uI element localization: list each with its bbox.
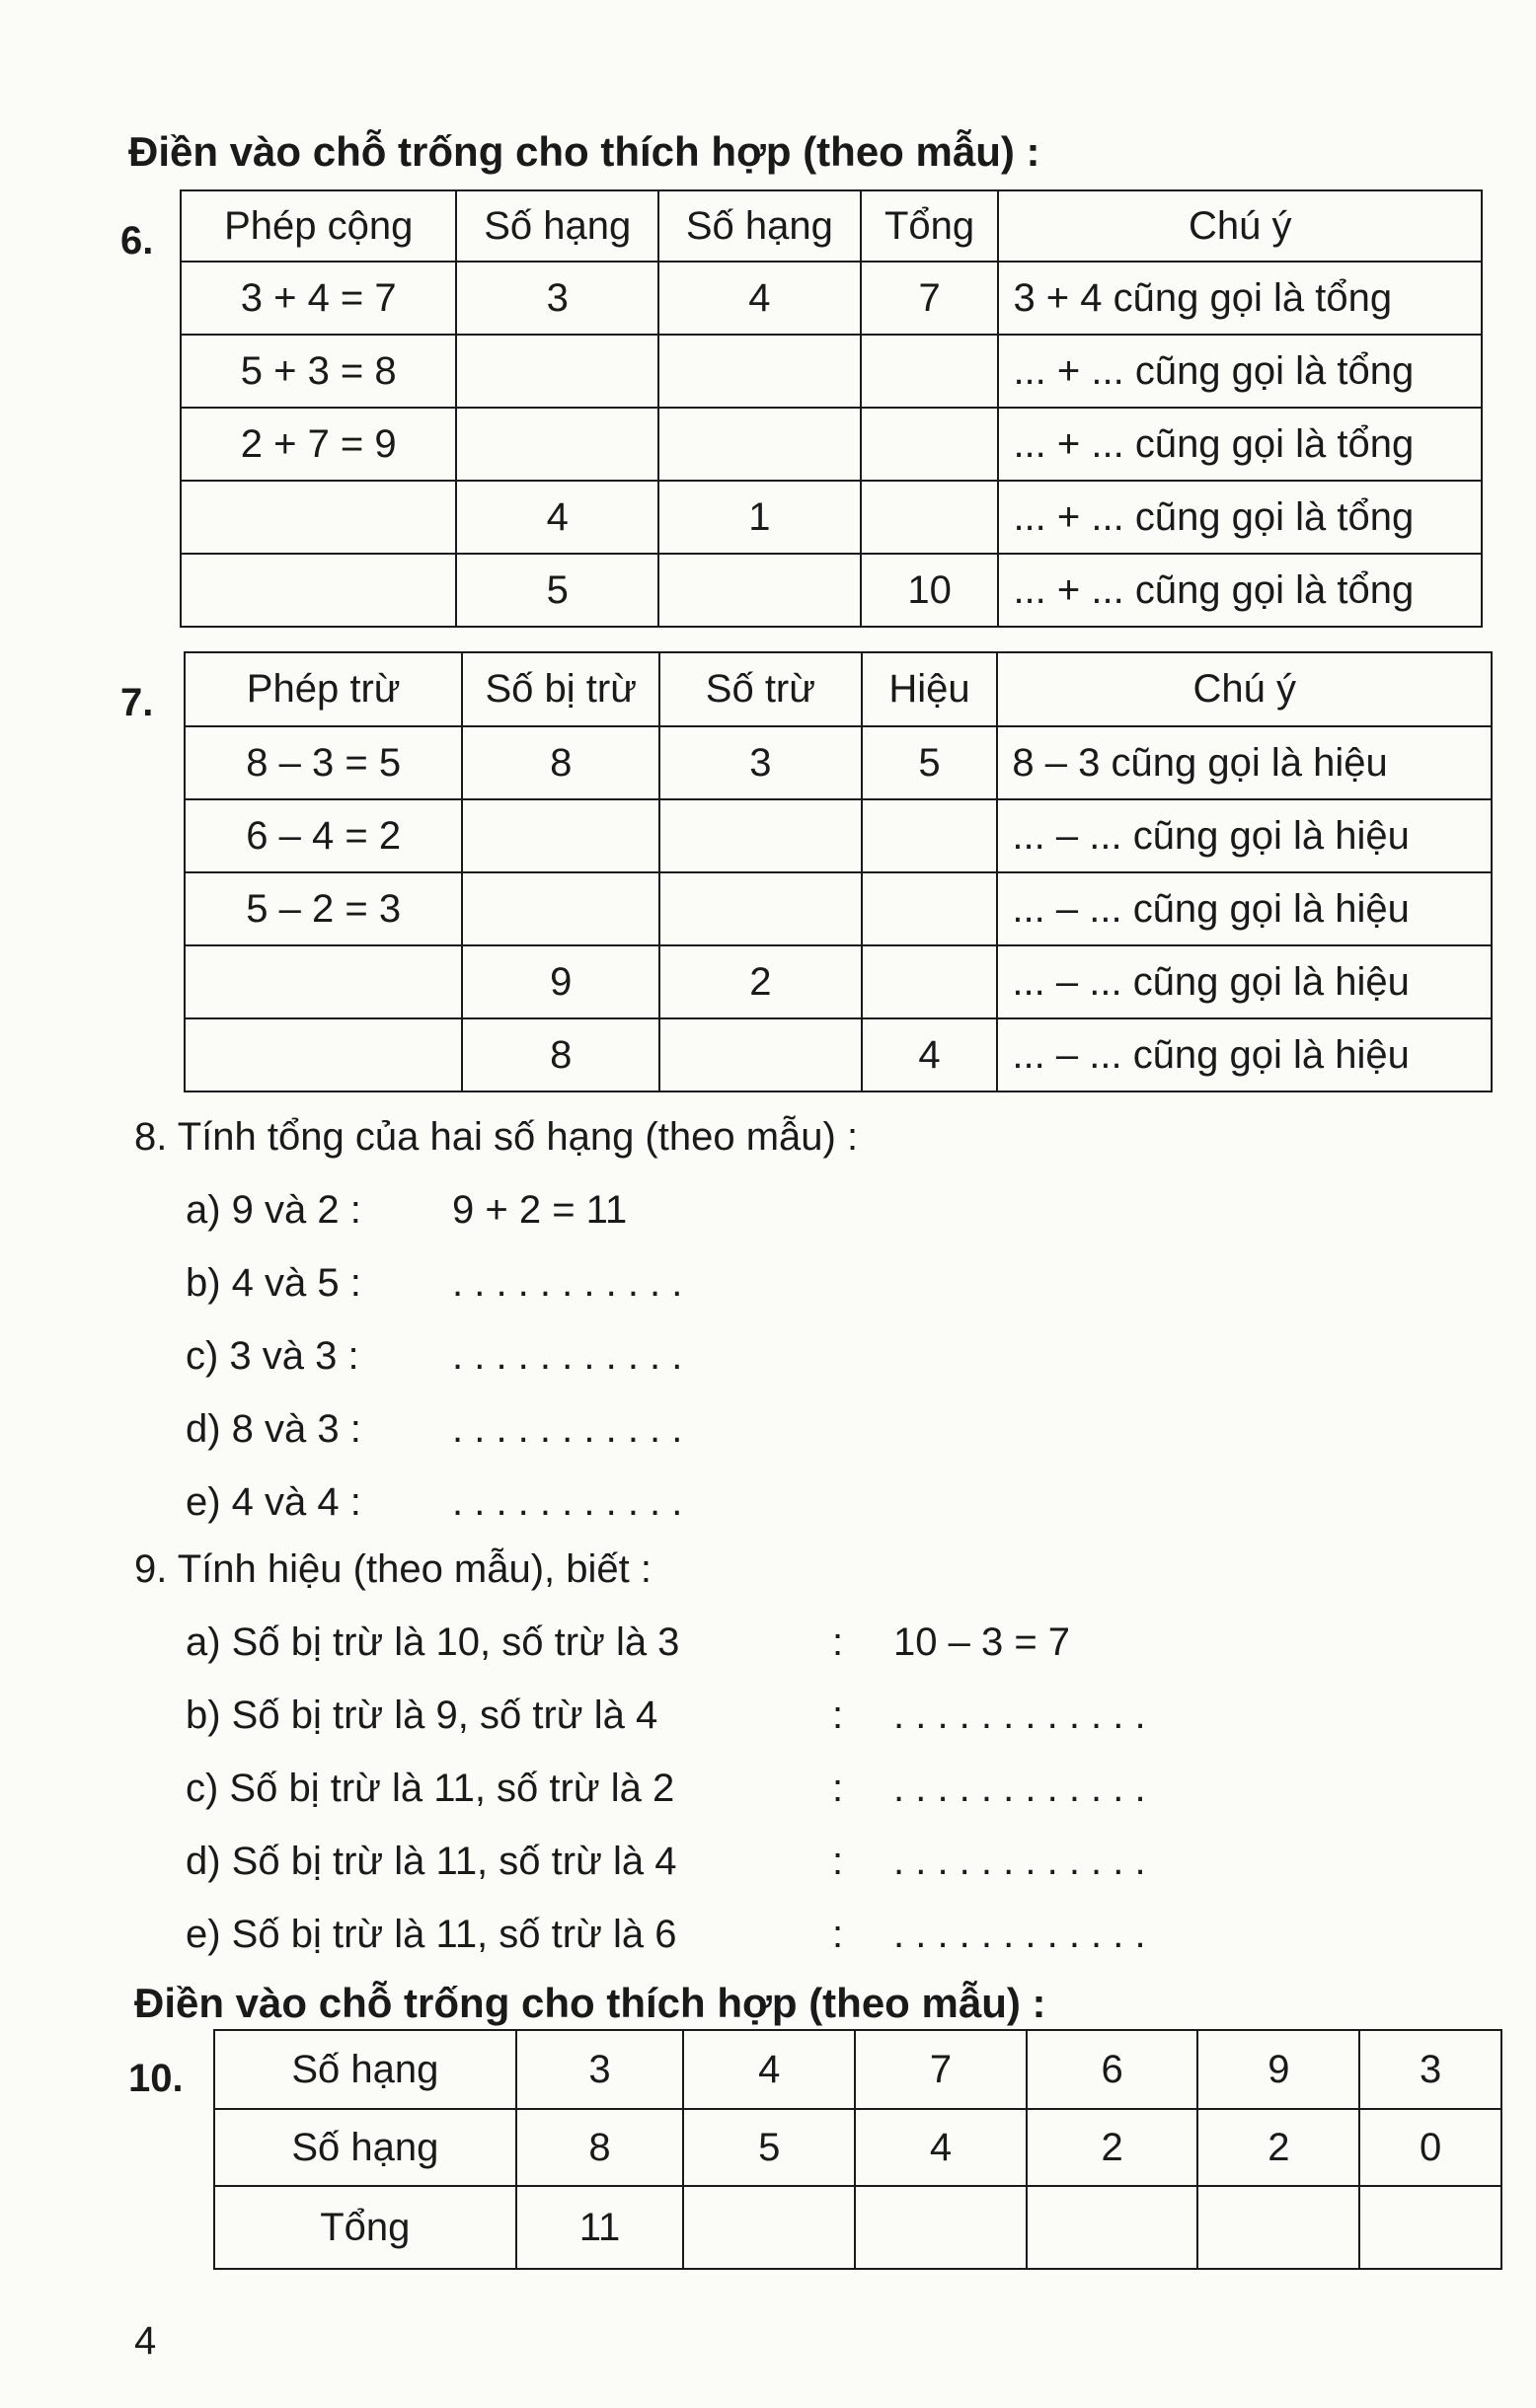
table-cell: ... + ... cũng gọi là tổng	[998, 554, 1482, 627]
exercise-9-title	[134, 1547, 652, 1592]
item-label: c) 3 và 3 :	[186, 1334, 359, 1378]
answer-cell[interactable]	[861, 408, 999, 481]
table-cell: 9	[1197, 2030, 1359, 2109]
item-colon: :	[832, 1620, 844, 1664]
item-colon: :	[832, 1913, 844, 1956]
answer-blank[interactable]: . . . . . . . . . . . .	[893, 1693, 1146, 1737]
header-cell: Tổng	[861, 190, 999, 262]
table-cell: 8 – 3 cũng gọi là hiệu	[997, 726, 1492, 799]
table-cell: 3	[456, 262, 658, 335]
exercise-8-item	[186, 1334, 682, 1379]
table-cell: 5 – 2 = 3	[185, 872, 462, 945]
table-cell: ... – ... cũng gọi là hiệu	[997, 799, 1492, 872]
exercise-9-item	[186, 1913, 1146, 1957]
table-header-row	[185, 652, 1492, 726]
answer-cell[interactable]	[658, 335, 861, 408]
exercise-6-number: 6.	[120, 219, 154, 263]
exercise-8-item	[186, 1480, 682, 1525]
table-cell: 4	[855, 2109, 1027, 2186]
exercise-9-title-text: 9. Tính hiệu (theo mẫu), biết :	[134, 1547, 653, 1591]
exercise-9-item	[186, 1693, 1146, 1738]
exercise-8-title-text: 8. Tính tổng của hai số hạng (theo mẫu) :	[134, 1115, 859, 1159]
answer-blank[interactable]: . . . . . . . . . . . .	[893, 1767, 1146, 1810]
answer-cell[interactable]	[659, 872, 862, 945]
table-row	[214, 2186, 1501, 2269]
answer-cell[interactable]	[658, 408, 861, 481]
table-row	[214, 2030, 1501, 2109]
table-cell: 6 – 4 = 2	[185, 799, 462, 872]
exercise-8-title	[134, 1115, 858, 1160]
answer-cell[interactable]	[861, 335, 999, 408]
section-heading-1: Điền vào chỗ trống cho thích hợp (theo mẫu) :	[128, 128, 1040, 175]
table-cell: ... – ... cũng gọi là hiệu	[997, 872, 1492, 945]
table-cell: 4	[862, 1018, 998, 1091]
table-cell: ... + ... cũng gọi là tổng	[998, 408, 1482, 481]
table-row	[185, 872, 1492, 945]
table-cell: 8	[462, 726, 659, 799]
exercise-9-item	[186, 1620, 1070, 1665]
table-row	[181, 262, 1482, 335]
table-row	[185, 799, 1492, 872]
table-row	[181, 408, 1482, 481]
table-header-row	[181, 190, 1482, 262]
table-row	[185, 726, 1492, 799]
table-row	[181, 554, 1482, 627]
item-answer: 9 + 2 = 11	[452, 1188, 628, 1232]
answer-blank[interactable]: . . . . . . . . . . .	[452, 1261, 683, 1305]
table-cell: 7	[861, 262, 999, 335]
table-cell: 1	[658, 481, 861, 554]
item-label: a) 9 và 2 :	[186, 1188, 361, 1232]
header-cell: Phép trừ	[185, 652, 462, 726]
exercise-8-item	[186, 1261, 682, 1306]
table-cell: ... – ... cũng gọi là hiệu	[997, 1018, 1492, 1091]
table-cell: 4	[456, 481, 658, 554]
header-cell: Số bị trừ	[462, 652, 659, 726]
exercise-8-item	[186, 1188, 627, 1233]
table-cell: 7	[855, 2030, 1027, 2109]
exercise-10-number: 10.	[128, 2057, 184, 2100]
answer-cell[interactable]	[181, 554, 456, 627]
answer-cell[interactable]	[1359, 2186, 1501, 2269]
item-label: e) Số bị trừ là 11, số trừ là 6	[186, 1913, 677, 1956]
table-cell: 5 + 3 = 8	[181, 335, 456, 408]
table-cell: 2 + 7 = 9	[181, 408, 456, 481]
table-cell: 3	[659, 726, 862, 799]
table-cell: 2	[659, 945, 862, 1018]
answer-cell[interactable]	[683, 2186, 855, 2269]
answer-cell[interactable]	[185, 945, 462, 1018]
answer-cell[interactable]	[658, 554, 861, 627]
table-cell: 4	[658, 262, 861, 335]
item-colon: :	[832, 1840, 844, 1883]
exercise-6-table	[180, 189, 1483, 628]
answer-blank[interactable]: . . . . . . . . . . .	[452, 1407, 683, 1451]
item-label: d) Số bị trừ là 11, số trừ là 4	[186, 1840, 677, 1883]
answer-blank[interactable]: . . . . . . . . . . .	[452, 1334, 683, 1378]
table-cell: 5	[683, 2109, 855, 2186]
header-cell: Số trừ	[659, 652, 862, 726]
answer-cell[interactable]	[861, 481, 999, 554]
table-cell: 9	[462, 945, 659, 1018]
exercise-10-table	[213, 2029, 1502, 2270]
item-label: a) Số bị trừ là 10, số trừ là 3	[186, 1620, 680, 1664]
table-cell: 6	[1027, 2030, 1198, 2109]
answer-cell[interactable]	[456, 335, 658, 408]
answer-cell[interactable]	[181, 481, 456, 554]
answer-cell[interactable]	[1197, 2186, 1359, 2269]
row-header-cell: Số hạng	[214, 2030, 516, 2109]
table-row	[181, 481, 1482, 554]
header-cell: Số hạng	[456, 190, 658, 262]
table-cell: 3	[1359, 2030, 1501, 2109]
table-cell: 3	[516, 2030, 684, 2109]
table-cell: ... + ... cũng gọi là tổng	[998, 335, 1482, 408]
answer-cell[interactable]	[862, 872, 998, 945]
row-header-cell: Số hạng	[214, 2109, 516, 2186]
table-cell: 8	[516, 2109, 684, 2186]
answer-cell[interactable]	[862, 799, 998, 872]
table-cell: ... – ... cũng gọi là hiệu	[997, 945, 1492, 1018]
table-cell: 4	[683, 2030, 855, 2109]
exercise-9-item	[186, 1840, 1146, 1884]
item-colon: :	[832, 1693, 844, 1737]
answer-blank[interactable]: . . . . . . . . . . . .	[893, 1913, 1146, 1956]
answer-cell[interactable]	[462, 799, 659, 872]
answer-cell[interactable]	[456, 408, 658, 481]
item-label: b) 4 và 5 :	[186, 1261, 361, 1305]
answer-cell[interactable]	[659, 799, 862, 872]
item-colon: :	[832, 1767, 844, 1810]
table-cell: 2	[1027, 2109, 1198, 2186]
table-cell: 10	[861, 554, 999, 627]
table-row	[185, 1018, 1492, 1091]
header-cell: Phép cộng	[181, 190, 456, 262]
table-row	[185, 945, 1492, 1018]
exercise-7-number: 7.	[120, 681, 154, 724]
table-cell: 0	[1359, 2109, 1501, 2186]
header-cell: Chú ý	[998, 190, 1482, 262]
answer-cell[interactable]	[1027, 2186, 1198, 2269]
header-cell: Hiệu	[862, 652, 998, 726]
answer-cell[interactable]	[862, 945, 998, 1018]
exercise-8-item	[186, 1407, 682, 1452]
row-header-cell: Tổng	[214, 2186, 516, 2269]
header-cell: Chú ý	[997, 652, 1492, 726]
table-cell: 5	[456, 554, 658, 627]
exercise-9-item	[186, 1767, 1146, 1811]
answer-cell[interactable]	[462, 872, 659, 945]
item-label: b) Số bị trừ là 9, số trừ là 4	[186, 1693, 658, 1737]
header-cell: Số hạng	[658, 190, 861, 262]
answer-cell[interactable]	[855, 2186, 1027, 2269]
item-answer: 10 – 3 = 7	[893, 1620, 1071, 1664]
page-number: 4	[134, 2319, 157, 2363]
table-cell: 5	[862, 726, 998, 799]
section-heading-2: Điền vào chỗ trống cho thích hợp (theo mẫu) :	[134, 1980, 1046, 2026]
exercise-7-table	[184, 651, 1493, 1092]
answer-cell[interactable]	[185, 1018, 462, 1091]
answer-blank[interactable]: . . . . . . . . . . . .	[893, 1840, 1146, 1883]
item-label: e) 4 và 4 :	[186, 1480, 361, 1524]
table-row	[181, 335, 1482, 408]
table-cell: 11	[516, 2186, 684, 2269]
table-cell: 2	[1197, 2109, 1359, 2186]
table-cell: 8 – 3 = 5	[185, 726, 462, 799]
table-cell: 8	[462, 1018, 659, 1091]
table-cell: ... + ... cũng gọi là tổng	[998, 481, 1482, 554]
answer-blank[interactable]: . . . . . . . . . . .	[452, 1480, 683, 1524]
table-row	[214, 2109, 1501, 2186]
table-cell: 3 + 4 cũng gọi là tổng	[998, 262, 1482, 335]
item-label: d) 8 và 3 :	[186, 1407, 361, 1451]
answer-cell[interactable]	[659, 1018, 862, 1091]
item-label: c) Số bị trừ là 11, số trừ là 2	[186, 1767, 675, 1810]
table-cell: 3 + 4 = 7	[181, 262, 456, 335]
